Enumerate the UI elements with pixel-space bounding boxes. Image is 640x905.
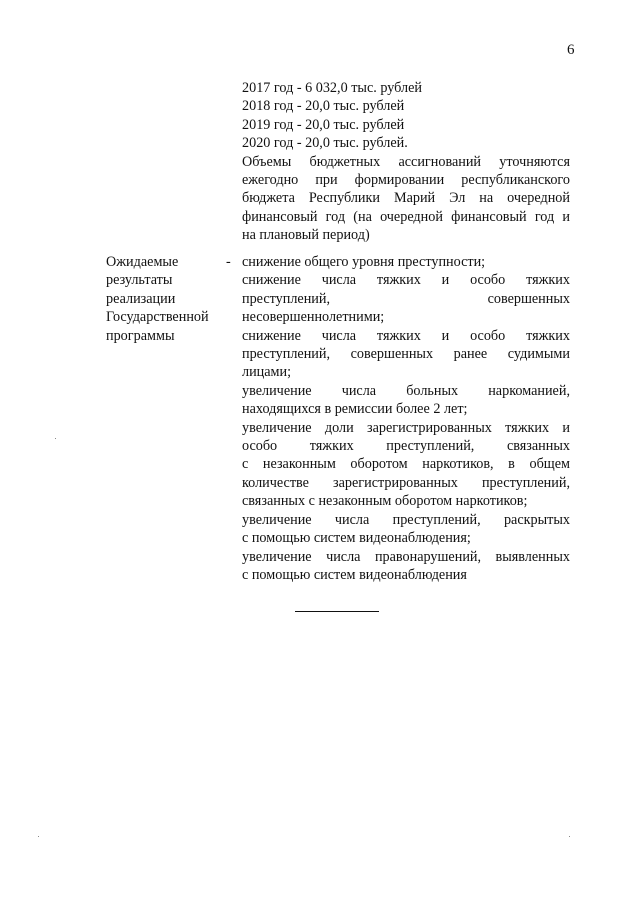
expected-results-label <box>106 253 224 345</box>
scan-speck <box>55 438 56 439</box>
result-line: несовершеннолетними; <box>242 309 385 326</box>
funding-note-line: финансовый год (на очередной финансовый год и <box>242 208 570 225</box>
funding-year-line: 2017 год - 6 032,0 тыс. рублей <box>242 80 422 96</box>
result-line: связанных с незаконным оборотом наркотиков; <box>242 493 528 510</box>
scan-speck <box>569 836 570 837</box>
result-line: снижение общего уровня преступности; <box>242 254 486 270</box>
funding-note-line: на плановый период) <box>242 227 370 244</box>
label-line: Государственной <box>106 309 209 326</box>
result-line: с помощью систем видеонаблюдения; <box>242 530 471 547</box>
label-line: реализации <box>106 290 176 307</box>
funding-note-line: ежегодно при формировании республиканского <box>242 172 570 189</box>
result-line: особо тяжких преступлений, связанных <box>242 438 570 455</box>
result-line: снижение числа тяжких и особо тяжких <box>242 327 570 344</box>
result-line: увеличение числа больных наркоманией, <box>242 382 570 399</box>
funding-section <box>242 79 570 245</box>
label-line: результаты <box>106 272 173 289</box>
result-line: снижение числа тяжких и особо тяжких <box>242 272 570 289</box>
label-line: Ожидаемые <box>106 254 179 270</box>
result-line: увеличение доли зарегистрированных тяжких и <box>242 419 570 436</box>
page-number: 6 <box>567 42 575 58</box>
result-line: с незаконным оборотом наркотиков, в общем <box>242 456 570 473</box>
funding-year-line: 2020 год - 20,0 тыс. рублей. <box>242 135 408 152</box>
funding-year-line: 2018 год - 20,0 тыс. рублей <box>242 98 405 115</box>
funding-note-line: бюджета Республики Марий Эл на очередной <box>242 190 570 207</box>
result-line: увеличение числа преступлений, раскрытых <box>242 511 570 528</box>
result-line: преступлений, совершенных <box>242 290 570 307</box>
result-line: увеличение числа правонарушений, выявленных <box>242 548 570 565</box>
funding-note-line: Объемы бюджетных ассигнований уточняются <box>242 153 570 170</box>
result-line: количестве зарегистрированных преступлений, <box>242 474 570 491</box>
closing-rule <box>295 611 379 612</box>
funding-year-line: 2019 год - 20,0 тыс. рублей <box>242 116 405 133</box>
label-dash: - <box>226 254 231 270</box>
result-line: лицами; <box>242 364 292 381</box>
result-line: находящихся в ремиссии более 2 лет; <box>242 401 468 418</box>
label-line: программы <box>106 327 175 344</box>
expected-results-list <box>242 253 570 584</box>
result-line: преступлений, совершенных ранее судимыми <box>242 346 570 363</box>
result-line: с помощью систем видеонаблюдения <box>242 566 467 583</box>
scan-speck <box>38 836 39 837</box>
